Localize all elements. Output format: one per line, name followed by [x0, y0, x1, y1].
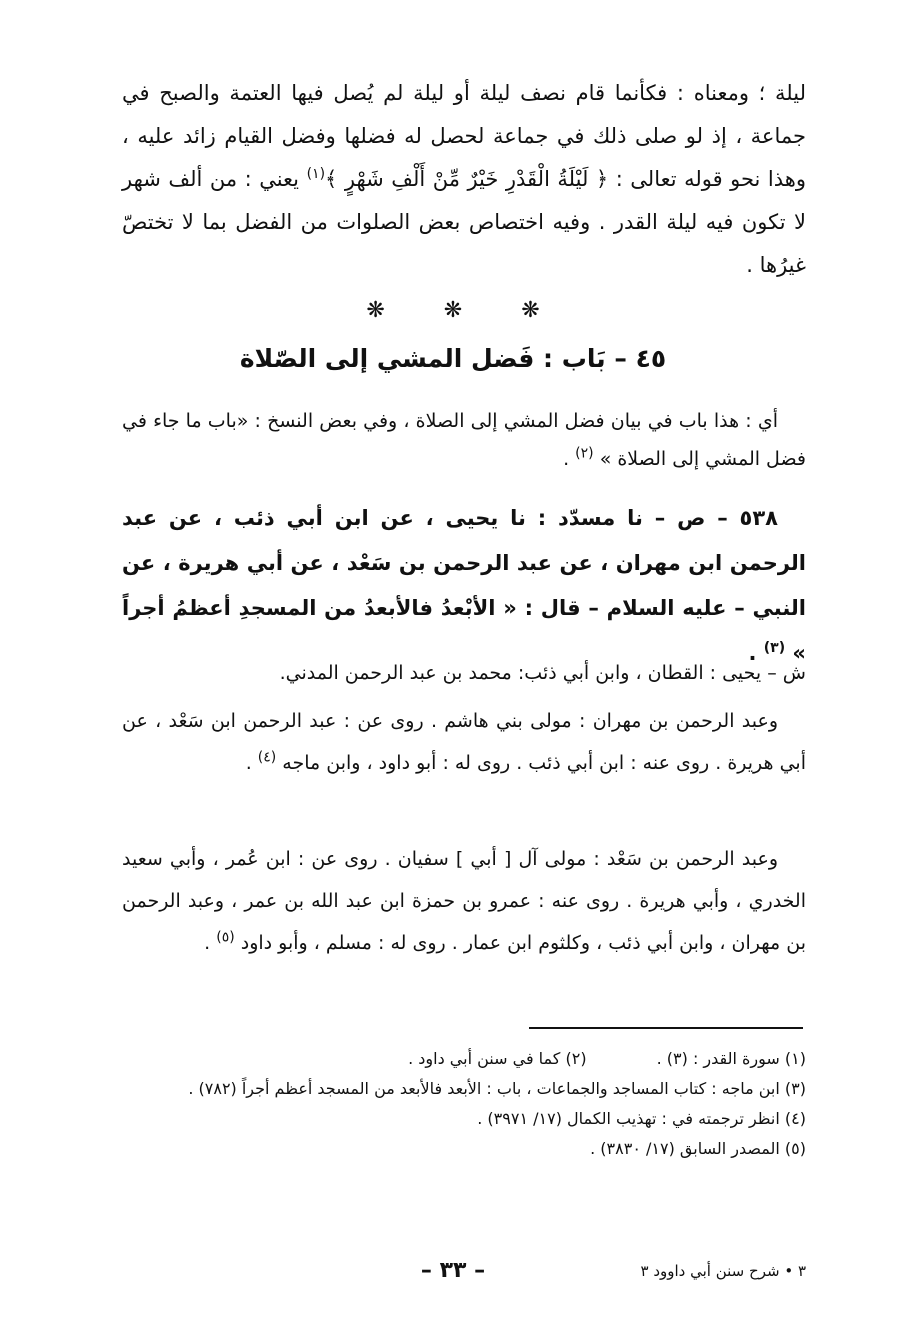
footnote-3: (٣) ابن ماجه : كتاب المساجد والجماعات ، باب : الأبعد فالأبعد من المسجد أعظم أجراً (٧٨٢) .	[188, 1079, 806, 1098]
footnote-4: (٤) انظر ترجمته في : تهذيب الكمال (١٧/ ٣٩٧١) .	[477, 1109, 806, 1128]
opening-paragraph-text: ليلة ؛ ومعناه : فكأنما قام نصف ليلة أو ليلة لم يُصل فيها العتمة والصبح في جماعة ، إذ لو صلى ذلك في جماعة لحصل له فضلها وفضل القيام زائد عليه ، وهذا نحو قوله تعالى : ﴿ لَيْلَةُ الْقَدْرِ خَيْرٌ مِّنْ أَلْفِ شَهْرٍ ﴾	[122, 81, 806, 191]
opening-paragraph-continuation: يعني : من ألف شهر لا تكون فيه ليلة القدر . وفيه اختصاص بعض الصلوات من الفضل بما لا تختصّ غيرُها .	[122, 167, 806, 277]
footnote-2: (٢) كما في سنن أبي داود .	[408, 1049, 587, 1068]
chapter-title: ٤٥ – بَاب : فَضل المشي إلى الصّلاة	[239, 344, 667, 373]
commentary-ibn-mihran	[122, 700, 806, 784]
separator-star-icon: ❋	[521, 298, 540, 323]
chapter-intro-end: .	[563, 448, 570, 470]
separator-star-icon: ❋	[443, 298, 463, 323]
chapter-intro-text: أي : هذا باب في بيان فضل المشي إلى الصلاة ، وفي بعض النسخ : «باب ما جاء في فضل المشي إلى الصلاة »	[122, 410, 806, 470]
opening-paragraph	[122, 72, 806, 287]
footnote-5: (٥) المصدر السابق (١٧/ ٣٨٣٠) .	[590, 1139, 806, 1158]
separator-star-icon: ❋	[366, 298, 385, 323]
footnote-ref-4: (٤)	[257, 749, 277, 766]
footnote-ref-5: (٥)	[216, 929, 235, 946]
footnote-1: (١) سورة القدر : (٣) .	[656, 1049, 806, 1068]
commentary-narrators-text: ش – يحيى : القطان ، وابن أبي ذئب: محمد بن عبد الرحمن المدني.	[279, 662, 806, 684]
footnotes-row-1-2	[120, 1044, 806, 1074]
commentary-ibn-saad	[122, 838, 806, 964]
commentary-ibn-mihran-end: .	[245, 752, 252, 774]
section-separator	[0, 298, 906, 323]
commentary-ibn-saad-end: .	[204, 932, 211, 954]
page-footer	[0, 1258, 906, 1292]
footnote-ref-3: (٣)	[763, 640, 786, 656]
footnote-divider	[529, 1027, 803, 1029]
commentary-ibn-mihran-text: وعبد الرحمن بن مهران : مولى بني هاشم . روى عن : عبد الرحمن ابن سَعْد ، عن أبي هريرة . روى عنه : ابن أبي ذئب . روى له : أبو داود ، وابن ماجه	[122, 710, 806, 774]
hadith-text	[122, 496, 806, 676]
running-footer-source: ٣ • شرح سنن أبي داوود ٣	[640, 1262, 806, 1280]
footnote-ref-2: (٢)	[575, 445, 594, 462]
hadith-end: .	[748, 641, 757, 665]
page-number: – ٣٣ –	[420, 1258, 486, 1283]
footnotes-section	[120, 1044, 806, 1164]
footnote-ref-1: (١)	[306, 166, 326, 182]
hadith-body: ٥٣٨ – ص – نا مسدّد : نا يحيى ، عن ابن أبي ذئب ، عن عبد الرحمن ابن مهران ، عن عبد الرحمن بن سَعْد ، عن أبي هريرة ، عن النبي – عليه السلام – قال : « الأبْعدُ فالأبعدُ من المسجدِ أعظمُ أجراً »	[122, 506, 806, 665]
chapter-intro	[122, 402, 806, 478]
commentary-ibn-saad-text: وعبد الرحمن بن سَعْد : مولى آل [ أبي ] سفيان . روى عن : ابن عُمر ، وأبي سعيد الخدري ، وأبي هريرة . روى عنه : عمرو بن حمزة ابن عبد الله بن عمر ، وعبد الرحمن بن مهران ، وابن أبي ذئب ، وكلثوم ابن عمار . روى له : مسلم ، وأبو داود	[122, 848, 806, 954]
commentary-narrators	[122, 652, 806, 694]
